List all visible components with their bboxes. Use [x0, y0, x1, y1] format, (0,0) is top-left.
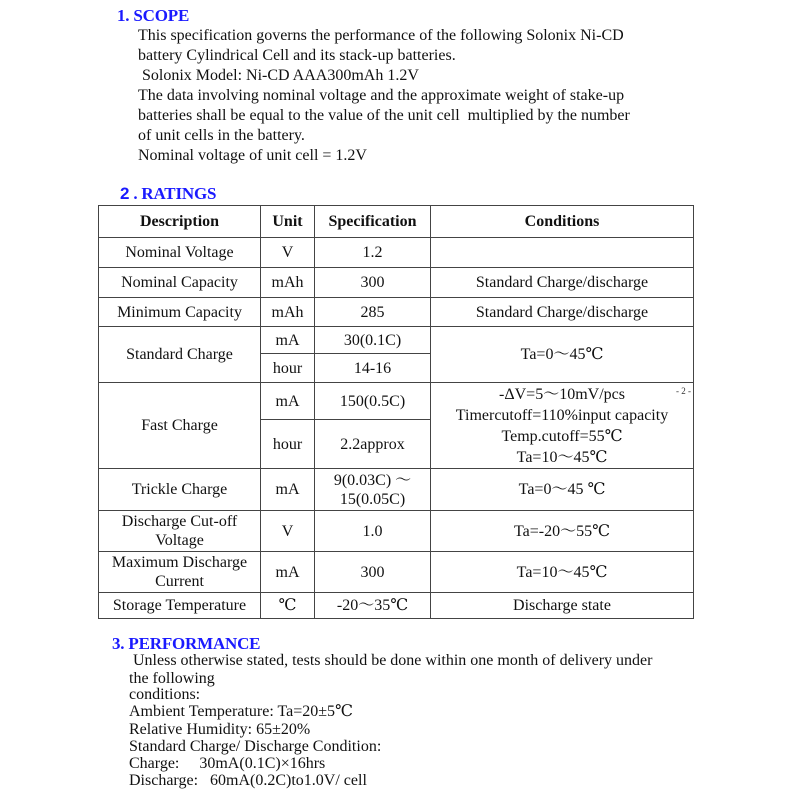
cell-spec: 150(0.5C) [315, 383, 431, 420]
condition-line: Temp.cutoff=55℃ [501, 427, 623, 445]
cell-description: Standard Charge [99, 327, 261, 383]
cell-unit: ℃ [261, 593, 315, 619]
cell-spec: 300 [315, 552, 431, 593]
cell-conditions: Standard Charge/discharge [431, 298, 694, 327]
scope-line: of unit cells in the battery. [138, 127, 305, 144]
scope-heading [117, 6, 189, 26]
performance-heading [112, 634, 260, 654]
cell-spec: 2.2approx [315, 420, 431, 469]
performance-line: Discharge: 60mA(0.2C)to1.0V/ cell [129, 772, 367, 789]
table-row-storage-temperature [99, 593, 694, 619]
scope-heading-text: SCOPE [133, 6, 190, 25]
scope-line: Solonix Model: Ni-CD AAA300mAh 1.2V [138, 67, 419, 84]
cell-conditions: Ta=10～45℃ [431, 552, 694, 593]
scope-heading-number: 1. [117, 6, 130, 25]
cell-unit: mAh [261, 268, 315, 298]
cell-spec: 285 [315, 298, 431, 327]
cell-conditions [431, 383, 694, 469]
ratings-heading-text: . RATINGS [129, 184, 217, 203]
cell-description [99, 511, 261, 552]
description-line: Voltage [155, 532, 204, 549]
performance-line: the following [129, 670, 215, 687]
cell-unit: mAh [261, 298, 315, 327]
description-line: Maximum Discharge [111, 554, 248, 571]
cell-spec: -20～35℃ [315, 593, 431, 619]
cell-unit: V [261, 511, 315, 552]
cell-spec: 30(0.1C) [315, 327, 431, 354]
performance-heading-number: 3. [112, 634, 125, 653]
column-header-conditions: Conditions [431, 206, 694, 238]
table-row-trickle-charge [99, 469, 694, 511]
cell-spec: 300 [315, 268, 431, 298]
scope-line: This specification governs the performance of the following Solonix Ni-CD [138, 27, 624, 44]
cell-unit: V [261, 238, 315, 268]
description-line: Current [155, 573, 204, 590]
scope-line: Nominal voltage of unit cell = 1.2V [138, 147, 367, 164]
spec-line: 15(0.05C) [339, 490, 406, 508]
cell-spec [315, 469, 431, 511]
cell-description: Fast Charge [99, 383, 261, 469]
cell-conditions: Ta=0～45℃ [431, 327, 694, 383]
cell-conditions: Ta=0～45 ℃ [431, 469, 694, 511]
table-row-nominal-capacity [99, 268, 694, 298]
description-line: Discharge Cut-off [121, 513, 238, 530]
table-row-max-discharge [99, 552, 694, 593]
cell-spec: 1.0 [315, 511, 431, 552]
ratings-table [98, 205, 694, 619]
condition-line: Ta=10～45℃ [516, 448, 608, 466]
condition-line: -ΔV=5～10mV/pcs [499, 385, 625, 403]
cell-description: Storage Temperature [99, 593, 261, 619]
table-row-fast-charge [99, 383, 694, 420]
cell-spec: 1.2 [315, 238, 431, 268]
performance-line: conditions: [129, 686, 201, 703]
column-header-unit: Unit [261, 206, 315, 238]
column-header-description: Description [99, 206, 261, 238]
cell-spec: 14-16 [315, 354, 431, 383]
cell-unit: mA [261, 469, 315, 511]
performance-line: Charge: 30mA(0.1C)×16hrs [129, 755, 326, 772]
cell-unit: mA [261, 327, 315, 354]
cell-conditions [431, 238, 694, 268]
scope-line: battery Cylindrical Cell and its stack-up batteries. [138, 47, 456, 64]
cell-description: Trickle Charge [99, 469, 261, 511]
scope-line: The data involving nominal voltage and the approximate weight of stake-up [138, 87, 625, 104]
cell-unit: hour [261, 354, 315, 383]
performance-line: Standard Charge/ Discharge Condition: [129, 738, 382, 755]
cell-conditions: Ta=-20～55℃ [431, 511, 694, 552]
performance-line: Relative Humidity: 65±20% [129, 721, 311, 738]
column-header-specification: Specification [315, 206, 431, 238]
cell-description: Nominal Voltage [99, 238, 261, 268]
table-row-standard-charge [99, 327, 694, 354]
performance-line: Unless otherwise stated, tests should be done within one month of delivery under [129, 652, 653, 669]
page-number-marker: - 2 - [676, 386, 691, 396]
condition-line: Timercutoff=110%input capacity [455, 406, 669, 424]
cell-conditions: Standard Charge/discharge [431, 268, 694, 298]
table-row-discharge-cutoff [99, 511, 694, 552]
cell-description [99, 552, 261, 593]
ratings-heading [120, 184, 216, 204]
table-row-minimum-capacity [99, 298, 694, 327]
cell-unit: hour [261, 420, 315, 469]
ratings-heading-number: 2 [120, 184, 130, 203]
cell-unit: mA [261, 383, 315, 420]
scope-line: batteries shall be equal to the value of the unit cell multiplied by the number [138, 107, 630, 124]
table-row-nominal-voltage [99, 238, 694, 268]
spec-line: 9(0.03C) ～ [333, 471, 412, 489]
performance-heading-text: PERFORMANCE [128, 634, 261, 653]
table-header-row [99, 206, 694, 238]
cell-description: Minimum Capacity [99, 298, 261, 327]
cell-description: Nominal Capacity [99, 268, 261, 298]
performance-line: Ambient Temperature: Ta=20±5℃ [129, 703, 353, 720]
cell-unit: mA [261, 552, 315, 593]
cell-conditions: Discharge state [431, 593, 694, 619]
